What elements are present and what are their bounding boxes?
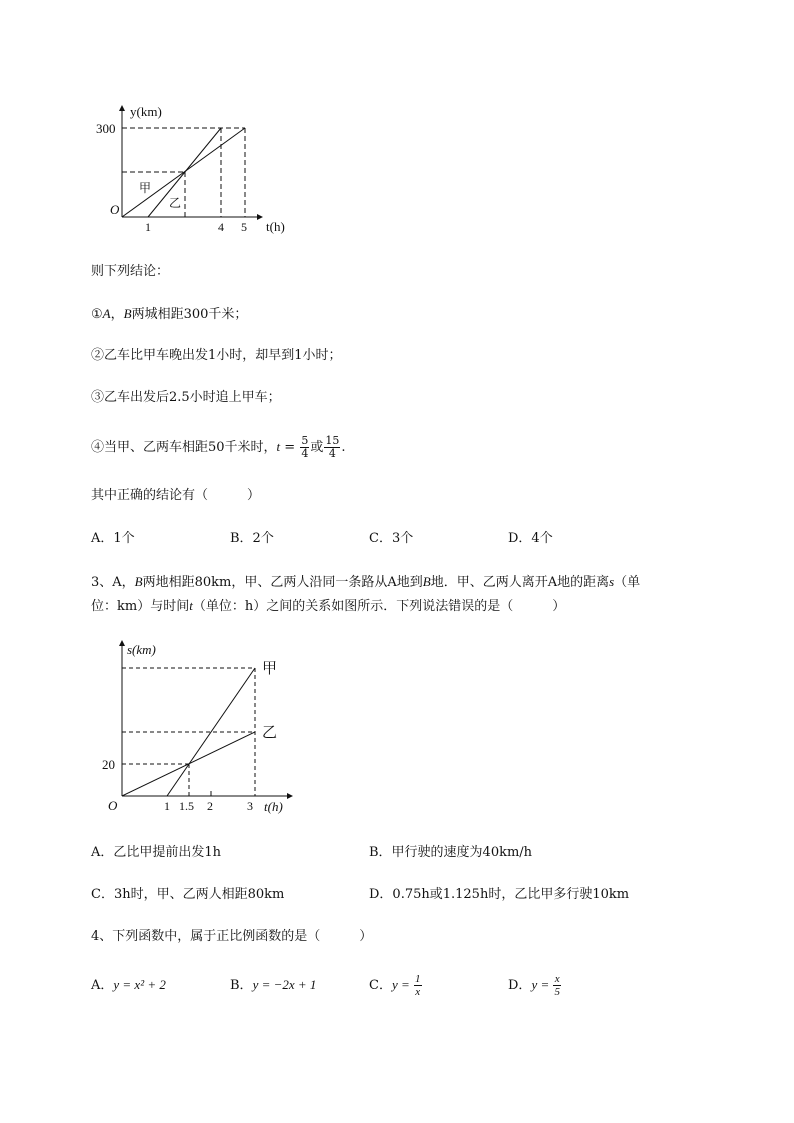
- q2-s4-f2-den: 4: [328, 447, 336, 460]
- q3-l2-b: （单位：h）之间的关系如图所示．下列说法错误的是（ ）: [192, 599, 566, 614]
- q3-l2-a: 位：km）与时间: [91, 599, 190, 614]
- figure1-x-label: t(h): [266, 219, 285, 234]
- q2-s4-var: t: [276, 439, 281, 454]
- q3-l1-s: s: [609, 574, 615, 589]
- q4-d-den: 5: [554, 986, 560, 998]
- q4-b-expr: y = −2x + 1: [252, 977, 317, 992]
- q4-d-label: D．: [508, 978, 532, 993]
- q3-option-b[interactable]: B．甲行驶的速度为40km/h: [369, 845, 533, 860]
- figure2-origin: O: [108, 798, 118, 813]
- q4-d-num: x: [554, 973, 560, 985]
- q2-statement-2: ②乙车比甲车晚出发1小时，却早到1小时；: [91, 348, 342, 363]
- figure2-tick-3: 3: [247, 799, 253, 813]
- q2-option-d[interactable]: D．4个: [508, 531, 553, 546]
- figure2-tick-15: 1.5: [179, 799, 194, 813]
- figure2-graph: [100, 635, 310, 820]
- q2-s4-fraction-2: [324, 435, 340, 460]
- q2-statement-4: [91, 432, 346, 463]
- figure2-label-yi: 乙: [262, 723, 278, 741]
- figure1-label-jia: 甲: [139, 181, 152, 195]
- q2-s4-f1-num: 5: [301, 434, 309, 447]
- q3-option-c[interactable]: C．3h时，甲、乙两人相距80km: [91, 887, 285, 902]
- q4-c-den: x: [415, 986, 421, 998]
- figure1-origin: O: [110, 202, 120, 217]
- q4-a-label: A．: [91, 978, 114, 993]
- q2-option-b[interactable]: B．2个: [230, 531, 274, 546]
- q2-statement-1: [91, 305, 247, 324]
- q2-statement-3: ③乙车出发后2.5小时追上甲车；: [91, 390, 281, 405]
- q2-s1-a: A: [102, 306, 111, 321]
- q2-option-c[interactable]: C．3个: [369, 531, 414, 546]
- figure1-tick-300: 300: [96, 121, 116, 136]
- q3-l1-d: B: [422, 574, 431, 589]
- q4-c-num: 1: [415, 973, 421, 985]
- q2-s4-end: .: [341, 440, 346, 455]
- q4-option-b[interactable]: [230, 970, 316, 1001]
- figure1-label-yi: 乙: [169, 196, 182, 210]
- q2-s1-rest: 两城相距300千米；: [131, 307, 248, 322]
- q4-option-d[interactable]: [508, 970, 562, 1001]
- q2-option-a[interactable]: A．1个: [91, 531, 135, 546]
- q2-s1-prefix: ①: [91, 307, 103, 322]
- q4-option-a[interactable]: [91, 970, 166, 1001]
- figure2-tick-20: 20: [102, 757, 115, 772]
- q4-b-label: B．: [230, 978, 253, 993]
- figure1-tick-4: 4: [218, 220, 224, 234]
- q3-stem-line-1: [91, 573, 640, 592]
- figure2-tick-2: 2: [207, 799, 213, 813]
- q2-s4-fraction-1: [300, 435, 309, 460]
- q2-s4-eq: =: [280, 440, 300, 455]
- q4-c-label: C．: [369, 978, 392, 993]
- q2-s1-sep: ，: [110, 307, 124, 322]
- figure2-y-label: s(km): [127, 642, 156, 657]
- q4-stem: 4、下列函数中，属于正比例函数的是（ ）: [91, 929, 373, 944]
- figure1-y-label: y(km): [130, 104, 162, 119]
- figure2-label-jia: 甲: [262, 659, 278, 677]
- figure1-graph: [96, 100, 300, 240]
- q3-l1-e: 地．甲、乙两人离开A地的距离: [430, 575, 610, 590]
- q3-option-d[interactable]: D．0.75h或1.125h时，乙比甲多行驶10km: [369, 887, 630, 902]
- q3-l1-a: 3、A，: [91, 575, 135, 590]
- q2-question: 其中正确的结论有（ ）: [91, 488, 261, 503]
- q3-option-a[interactable]: A．乙比甲提前出发1h: [91, 845, 222, 860]
- figure2-x-label: t(h): [264, 799, 283, 814]
- q4-c-fraction: [414, 973, 422, 998]
- q4-c-lhs: y =: [391, 977, 413, 992]
- q2-s4-f2-num: 15: [325, 434, 340, 447]
- q4-d-fraction: [553, 973, 561, 998]
- q3-l1-b: B: [134, 574, 143, 589]
- q4-d-lhs: y =: [531, 977, 553, 992]
- figure1-tick-1: 1: [145, 220, 151, 234]
- q3-l2-t: t: [189, 598, 193, 613]
- q3-l1-f: （单: [614, 575, 641, 590]
- q3-stem-line-2: [91, 597, 565, 616]
- q2-s4-prefix: ④当甲、乙两车相距50千米时，: [91, 440, 277, 455]
- q4-option-c[interactable]: [369, 970, 423, 1001]
- q2-s4-or: 或: [310, 440, 324, 455]
- q2-s4-f1-den: 4: [301, 447, 309, 460]
- q3-l1-c: 两地相距80km，甲、乙两人沿同一条路从A地到: [142, 575, 423, 590]
- figure1-tick-5: 5: [241, 220, 247, 234]
- q4-a-expr: y = x² + 2: [113, 977, 166, 992]
- q2-s1-b: B: [123, 306, 132, 321]
- q2-intro: 则下列结论：: [91, 264, 170, 279]
- figure2-tick-1: 1: [164, 799, 170, 813]
